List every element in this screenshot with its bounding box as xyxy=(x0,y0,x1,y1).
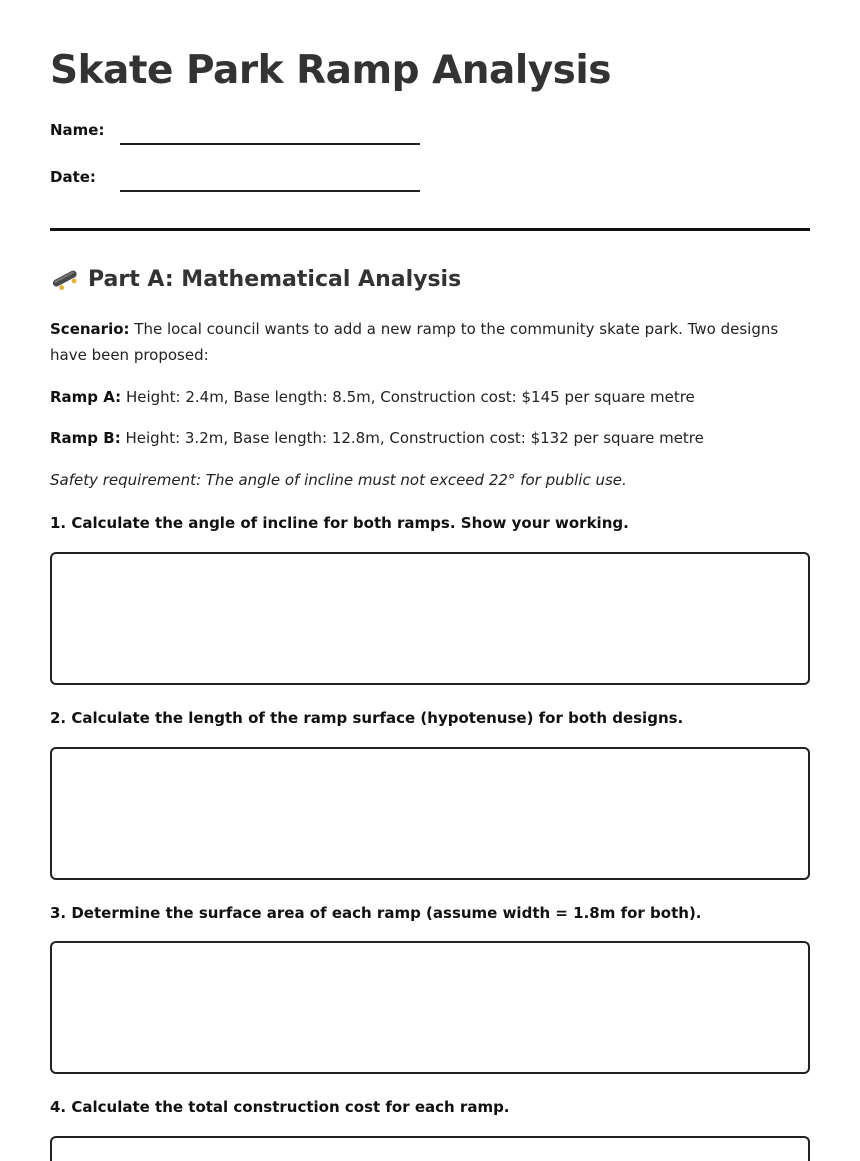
answer-box-2[interactable] xyxy=(50,747,810,880)
answer-box-3[interactable] xyxy=(50,941,810,1074)
ramp-b-label: Ramp B: xyxy=(50,429,121,447)
ramp-a-label: Ramp A: xyxy=(50,388,122,406)
name-label: Name: xyxy=(50,121,105,139)
date-line[interactable] xyxy=(120,190,420,192)
ramp-b-paragraph xyxy=(50,425,810,451)
page-title: Skate Park Ramp Analysis xyxy=(50,48,611,93)
answer-box-4[interactable] xyxy=(50,1136,810,1161)
scenario-text: The local council wants to add a new ramp to the community skate park. Two designs have been proposed: xyxy=(50,320,779,364)
scenario-paragraph xyxy=(50,316,810,368)
question-2: 2. Calculate the length of the ramp surface (hypotenuse) for both designs. xyxy=(50,709,684,727)
section-heading-text: Part A: Mathematical Analysis xyxy=(88,266,462,292)
answer-box-1[interactable] xyxy=(50,552,810,685)
skateboard-icon xyxy=(50,266,80,292)
ramp-b-text: Height: 3.2m, Base length: 12.8m, Construction cost: $132 per square metre xyxy=(125,429,704,447)
question-3: 3. Determine the surface area of each ramp (assume width = 1.8m for both). xyxy=(50,904,702,922)
scenario-label: Scenario: xyxy=(50,320,130,338)
header-divider xyxy=(50,228,810,231)
question-1: 1. Calculate the angle of incline for both ramps. Show your working. xyxy=(50,514,629,532)
date-label: Date: xyxy=(50,168,96,186)
ramp-a-text: Height: 2.4m, Base length: 8.5m, Construction cost: $145 per square metre xyxy=(125,388,695,406)
safety-requirement: Safety requirement: The angle of incline must not exceed 22° for public use. xyxy=(50,471,627,489)
section-heading xyxy=(50,266,461,292)
name-line[interactable] xyxy=(120,143,420,145)
ramp-a-paragraph xyxy=(50,384,810,410)
question-4: 4. Calculate the total construction cost for each ramp. xyxy=(50,1098,510,1116)
